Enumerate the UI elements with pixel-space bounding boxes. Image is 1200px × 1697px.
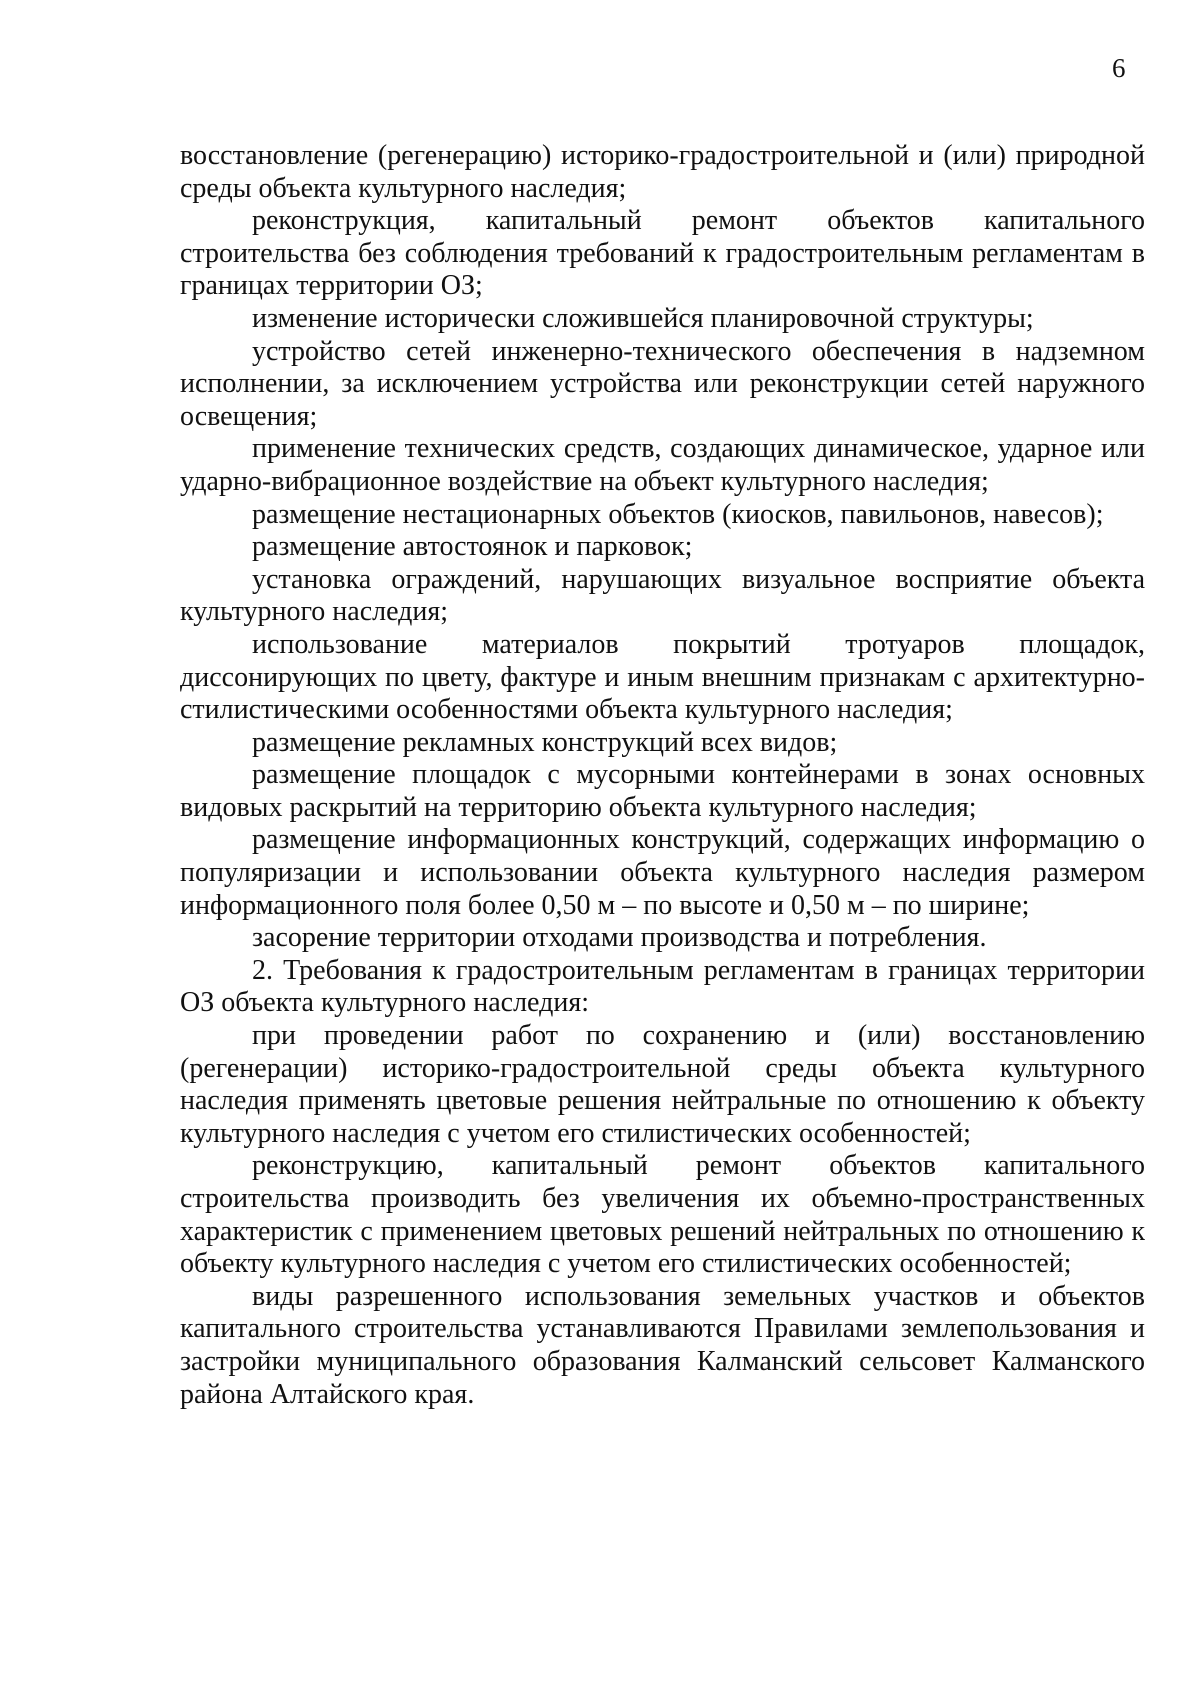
paragraph-information-structures: размещение информационных конструкций, содержащих информацию о популяризации и использовании объекта культурного наследия размером информационного поля более 0,50 м – по высоте и 0,50 м – по ширине; (180, 824, 1145, 921)
paragraph-non-stationary-objects: размещение нестационарных объектов (киосков, павильонов, навесов); (252, 498, 1104, 530)
paragraph-planning-structure-change: изменение исторически сложившейся планировочной структуры; (252, 302, 1034, 334)
paragraph-waste-containers: размещение площадок с мусорными контейнерами в зонах основных видовых раскрытий на территорию объекта культурного наследия; (180, 759, 1145, 823)
paragraph-advertising: размещение рекламных конструкций всех видов; (252, 726, 838, 758)
document-body (180, 140, 1145, 1411)
paragraph-paving-materials: использование материалов покрытий тротуаров площадок, диссонирующих по цвету, фактуре и иным внешним признакам с архитектурно-стилистическими особенностями объекта культурного наследия; (180, 628, 1145, 726)
paragraph-fences: установка ограждений, нарушающих визуальное восприятие объекта культурного наследия; (180, 563, 1145, 628)
paragraph-restoration-environment: восстановление (регенерацию) историко-градостроительной и (или) природной среды объекта культурного наследия; (180, 140, 1145, 204)
paragraph-littering: засорение территории отходами производства и потребления. (252, 922, 987, 954)
paragraph-dynamic-impact: применение технических средств, создающих динамическое, ударное или ударно-вибрационное воздействие на объект культурного наследия; (180, 433, 1145, 497)
paragraph-reconstruction-without-requirements: реконструкция, капитальный ремонт объектов капитального строительства без соблюдения требований к градостроительным регламентам в границах территории ОЗ; (180, 205, 1145, 302)
paragraph-reconstruction-volume: реконструкцию, капитальный ремонт объектов капитального строительства производить без увеличения их объемно-пространственных характеристик с применением цветовых решений нейтральных по отношению к объекту культурного наследия с учетом его стилистических особенностей; (180, 1150, 1145, 1280)
section-heading-requirements: 2. Требования к градостроительным регламентам в границах территории ОЗ объекта культурного наследия: (180, 954, 1145, 1019)
page-number: 6 (1112, 53, 1126, 83)
paragraph-overhead-networks: устройство сетей инженерно-технического обеспечения в надземном исполнении, за исключением устройства или реконструкции сетей наружного освещения; (180, 335, 1145, 432)
paragraph-permitted-use: виды разрешенного использования земельных участков и объектов капитального строительства устанавливаются Правилами землепользования и застройки муниципального образования Калманский сельсовет Калманского района Алтайского края. (180, 1280, 1145, 1410)
paragraph-color-solutions: при проведении работ по сохранению и (или) восстановлению (регенерации) историко-градостроительной среды объекта культурного наследия применять цветовые решения нейтральные по отношению к объекту культурного наследия с учетом его стилистических особенностей; (180, 1020, 1145, 1149)
paragraph-parking: размещение автостоянок и парковок; (252, 531, 693, 563)
